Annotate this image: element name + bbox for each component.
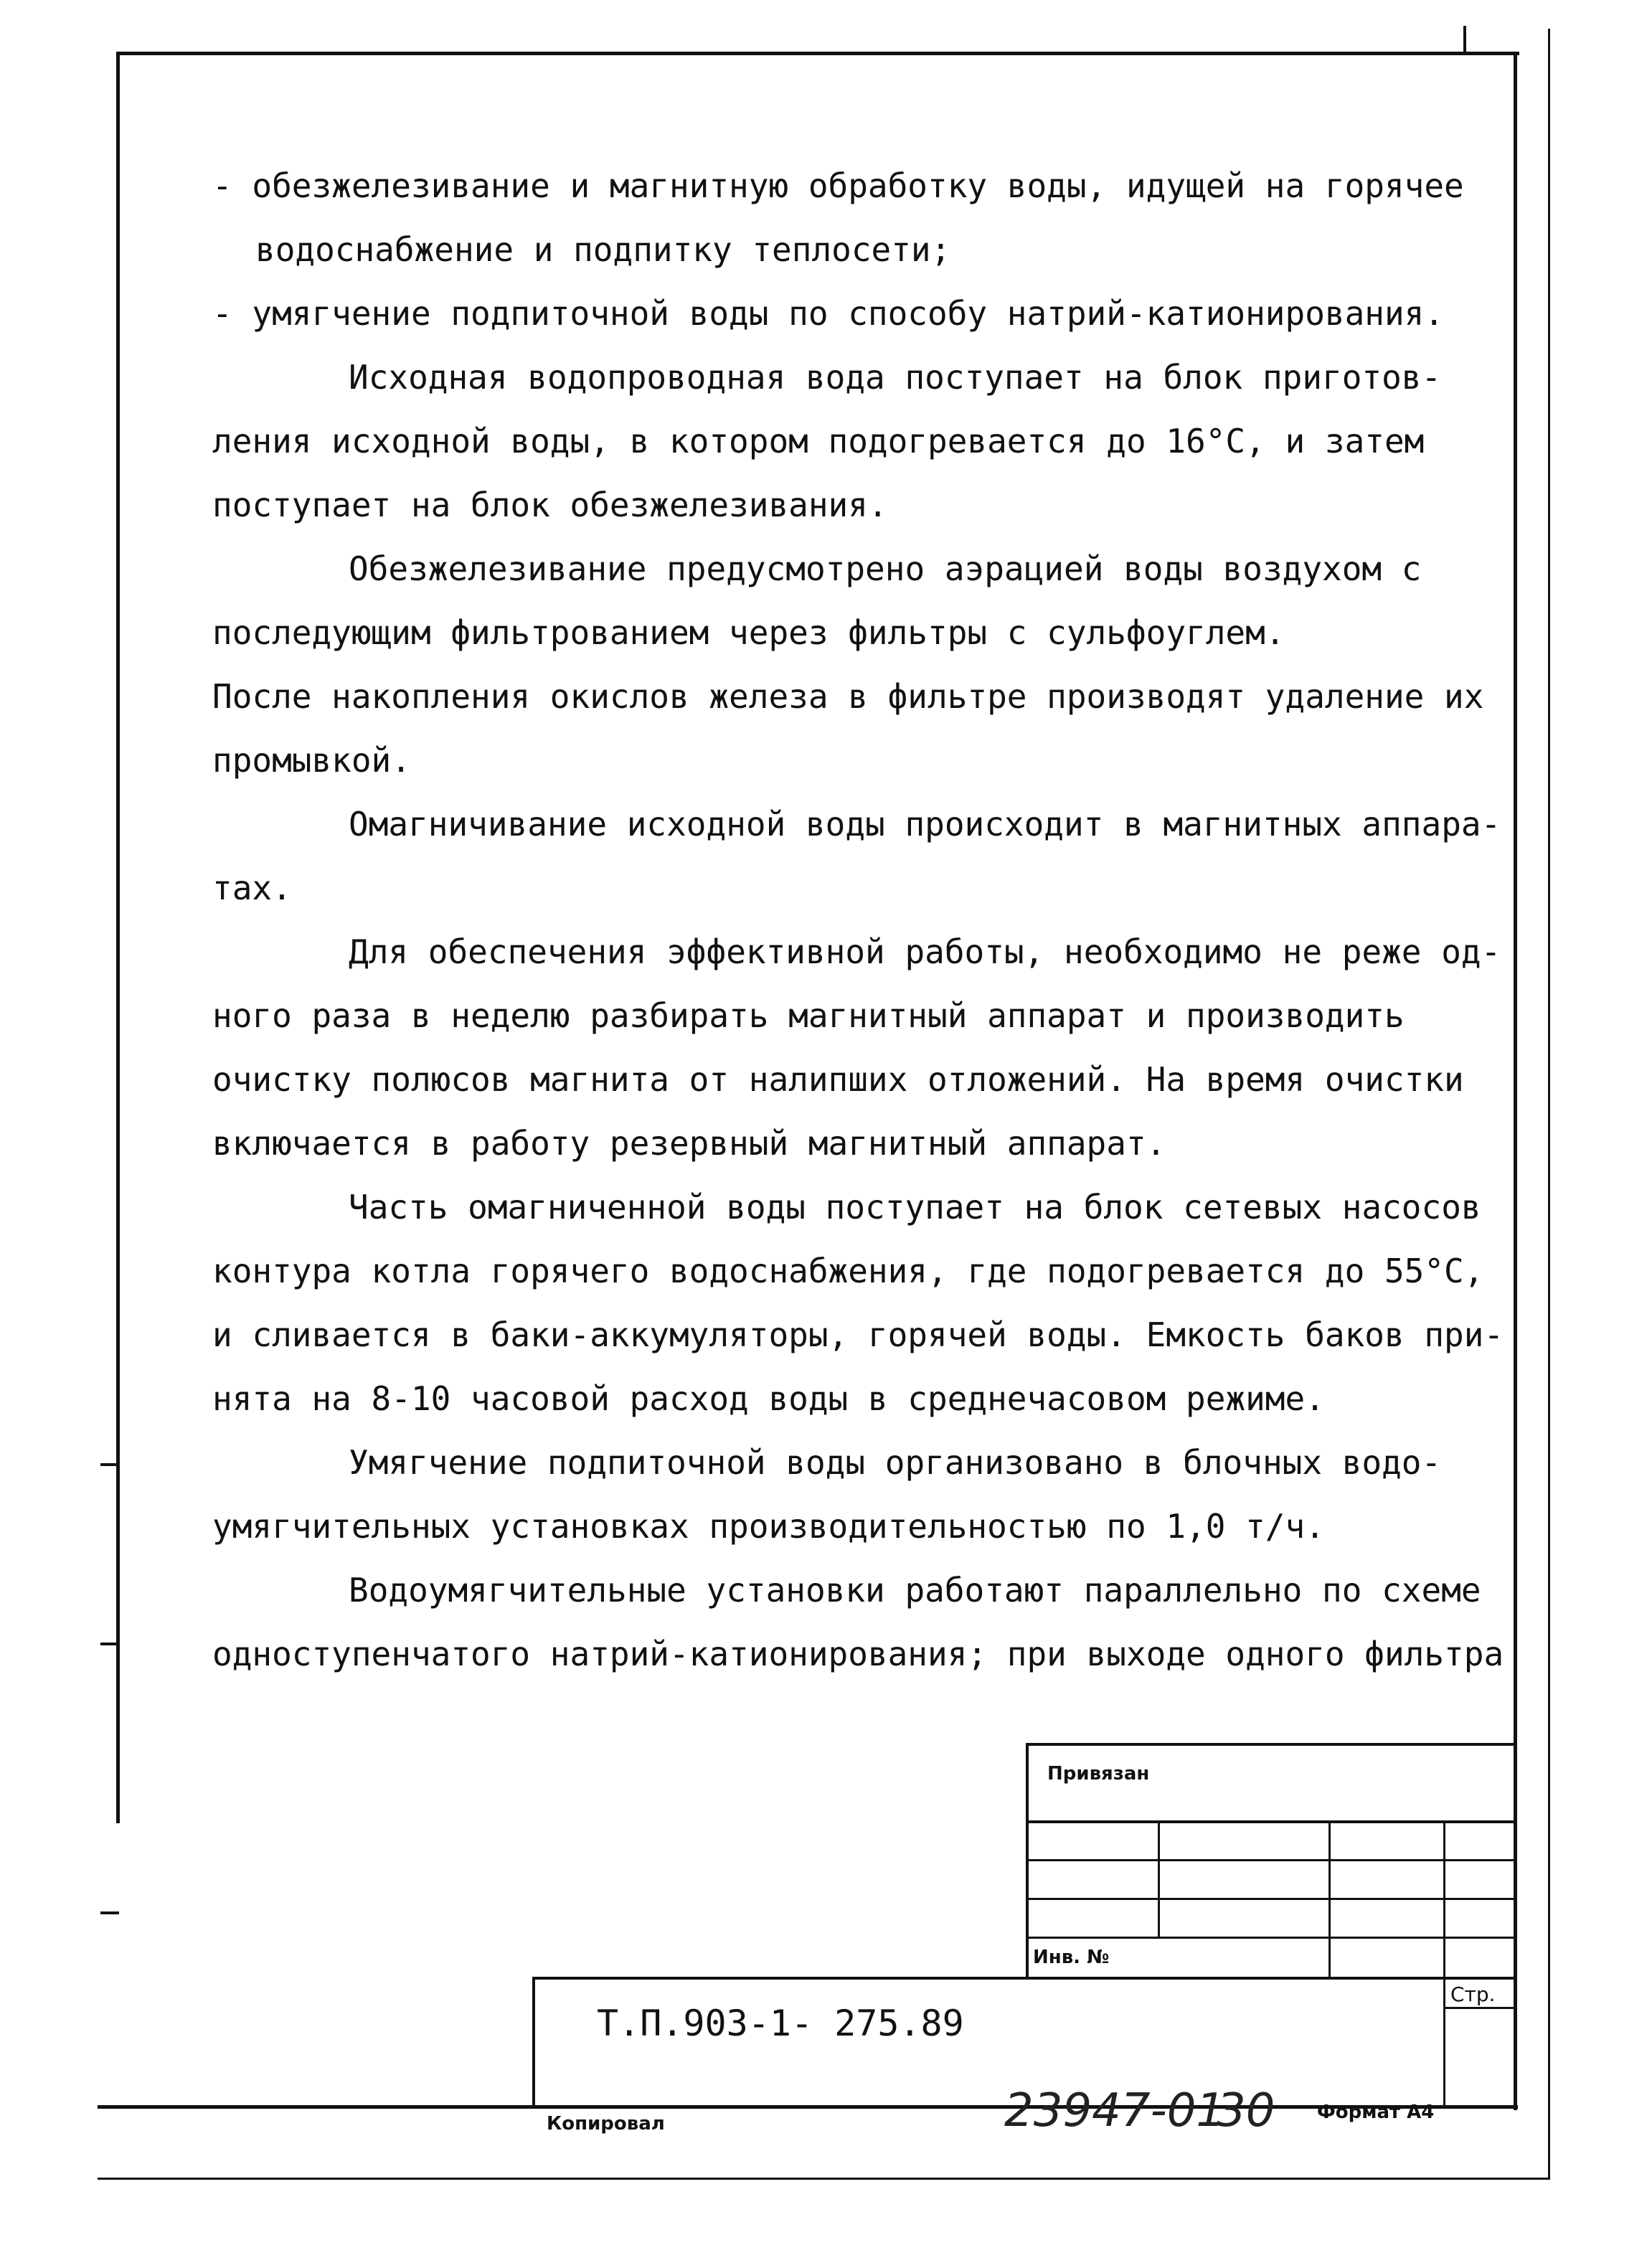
copied-label: Копировал bbox=[547, 2113, 665, 2135]
text-line: Часть омагниченной воды поступает на блок сетевых насосов bbox=[349, 1188, 1481, 1227]
stamp-line bbox=[1158, 1820, 1160, 1937]
text-line: контура котла горячего водоснабжения, где подогревается до 55°С, bbox=[212, 1252, 1484, 1290]
format-label: Формат А4 bbox=[1317, 2102, 1435, 2123]
frame-bottom-line bbox=[98, 2105, 1518, 2109]
text-line: Умягчение подпиточной воды организовано в блочных водо- bbox=[349, 1443, 1442, 1482]
text-line: и сливается в баки-аккумуляторы, горячей воды. Емкость баков при- bbox=[212, 1315, 1504, 1354]
corner-tick bbox=[1463, 26, 1466, 53]
text-line: - обезжелезивание и магнитную обработку воды, идущей на горячее bbox=[212, 166, 1464, 205]
text-line: поступает на блок обезжелезивания. bbox=[212, 486, 888, 524]
text-line: очистку полюсов магнита от налипших отложений. На время очистки bbox=[212, 1060, 1464, 1099]
frame-top-line bbox=[116, 52, 1519, 55]
text-line: После накопления окислов железа в фильтре производят удаление их bbox=[212, 677, 1484, 716]
document-code: Т.П.903-1- 275.89 bbox=[597, 2003, 964, 2044]
text-line: Исходная водопроводная вода поступает на блок приготов- bbox=[349, 358, 1442, 397]
margin-tick-3 bbox=[100, 1911, 119, 1914]
outer-right-line bbox=[1548, 29, 1550, 2179]
text-line: последующим фильтрованием через фильтры с сульфоуглем. bbox=[212, 613, 1285, 652]
text-line: промывкой. bbox=[212, 741, 411, 780]
text-line: ления исходной воды, в котором подогревается до 16°С, и затем bbox=[212, 422, 1425, 460]
stamp-line bbox=[1328, 1820, 1331, 1978]
stamp-line bbox=[532, 1977, 1517, 1980]
text-line: водоснабжение и подпитку теплосети; bbox=[255, 230, 951, 269]
stamp-line bbox=[1443, 1820, 1445, 2107]
frame-right-line bbox=[1514, 52, 1517, 2110]
text-line: тах. bbox=[212, 869, 292, 907]
text-line: нята на 8-10 часовой расход воды в среднечасовом режиме. bbox=[212, 1379, 1325, 1418]
text-line: Обезжелезивание предусмотрено аэрацией воды воздухом с bbox=[349, 549, 1422, 588]
text-line: - умягчение подпиточной воды по способу натрий-катионирования. bbox=[212, 294, 1445, 333]
text-line: одноступенчатого натрий-катионирования; при выходе одного фильтра bbox=[212, 1635, 1504, 1673]
archive-number: 23947-01 bbox=[1004, 2084, 1226, 2137]
text-line: включается в работу резервный магнитный аппарат. bbox=[212, 1124, 1166, 1163]
text-line: Омагничивание исходной воды происходит в магнитных аппара- bbox=[349, 805, 1501, 843]
text-line: Водоумягчительные установки работают параллельно по схеме bbox=[349, 1571, 1481, 1610]
inv-no-label: Инв. № bbox=[1033, 1947, 1110, 1968]
text-line: Для обеспечения эффективной работы, необходимо не реже од- bbox=[349, 932, 1501, 971]
trim-bottom-line bbox=[98, 2178, 1550, 2180]
margin-tick-2 bbox=[100, 1643, 119, 1645]
margin-tick-1 bbox=[100, 1463, 119, 1466]
page-label: Стр. bbox=[1450, 1982, 1496, 2006]
stamp-line bbox=[1443, 2007, 1517, 2009]
sheet-number: 30 bbox=[1217, 2084, 1275, 2137]
privyazan-label: Привязан bbox=[1047, 1763, 1150, 1785]
frame-left-line bbox=[116, 52, 120, 1823]
stamp-line bbox=[1026, 1743, 1517, 1746]
text-line: ного раза в неделю разбирать магнитный аппарат и производить bbox=[212, 996, 1405, 1035]
text-line: умягчительных установках производительностью по 1,0 т/ч. bbox=[212, 1507, 1325, 1546]
stamp-line bbox=[532, 1977, 535, 2107]
